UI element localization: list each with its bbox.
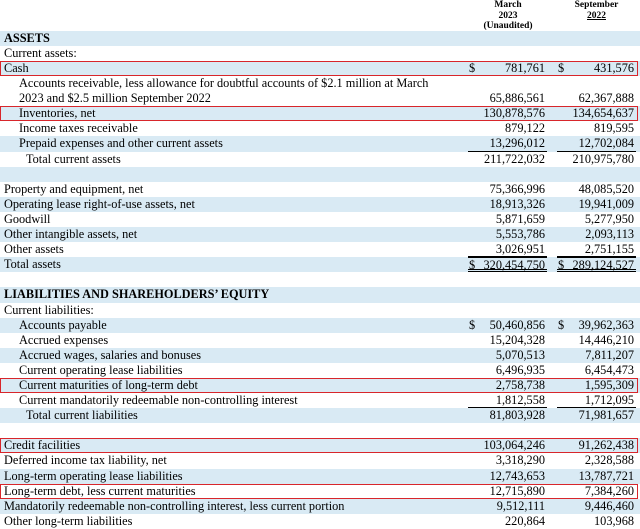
march-2023-value: 9,512,111 [496, 498, 545, 513]
september-2022-value-cell [557, 484, 636, 499]
september-2022-value: 91,262,438 [578, 438, 634, 453]
march-2023-value-cell [468, 106, 547, 121]
september-2022-value-cell [557, 378, 636, 393]
table-row [0, 76, 640, 106]
table-row [0, 393, 640, 408]
september-2022-value: 103,968 [594, 513, 634, 528]
row-label: Operating lease right-of-use assets, net [4, 196, 195, 211]
table-row [0, 514, 640, 529]
row-label: Credit facilities [4, 438, 81, 453]
table-row [0, 303, 640, 318]
currency-symbol: $ [469, 61, 476, 76]
table-row [0, 197, 640, 212]
september-2022-value-cell [557, 91, 636, 106]
table-row [0, 453, 640, 468]
march-2023-value: 103,064,246 [483, 438, 545, 453]
september-2022-value-cell [557, 197, 636, 212]
table-row [0, 378, 640, 393]
march-2023-value-cell [468, 121, 547, 136]
september-2022-value: 71,981,657 [578, 408, 634, 423]
table-row [0, 61, 640, 76]
march-2023-value-cell [468, 212, 547, 227]
row-label: Inventories, net [19, 106, 96, 121]
march-2023-value: 50,460,856 [489, 317, 545, 332]
september-2022-value-cell [557, 514, 636, 529]
march-2023-value: 75,366,996 [489, 181, 545, 196]
row-label: Long-term operating lease liabilities [4, 468, 183, 483]
row-label: Current mandatorily redeemable non-controlling interest [19, 393, 298, 408]
september-2022-value: 7,384,260 [584, 483, 634, 498]
march-2023-value: 781,761 [505, 61, 545, 76]
september-2022-value-cell [557, 136, 636, 151]
september-2022-value-cell [557, 408, 636, 423]
march-2023-value-cell [468, 363, 547, 378]
table-row [0, 227, 640, 242]
september-2022-value: 48,085,520 [578, 181, 634, 196]
header-march-2023 [470, 0, 546, 32]
march-2023-value: 1,812,558 [495, 393, 545, 408]
march-2023-value: 5,070,513 [495, 347, 545, 362]
spacer-row [0, 423, 640, 438]
september-2022-value: 6,454,473 [584, 362, 634, 377]
column-headers [0, 0, 640, 31]
row-label: Deferred income tax liability, net [4, 453, 167, 468]
currency-symbol: $ [558, 317, 565, 332]
september-2022-value: 14,446,210 [578, 332, 634, 347]
table-row [0, 257, 640, 272]
march-2023-value: 130,878,576 [483, 106, 545, 121]
march-2023-value-cell [468, 348, 547, 363]
march-2023-value-cell [468, 61, 547, 76]
september-2022-value: 2,328,588 [584, 453, 634, 468]
currency-symbol: $ [469, 317, 476, 332]
september-2022-value: 13,787,721 [578, 468, 634, 483]
march-2023-value: 65,886,561 [489, 91, 545, 106]
table-row [0, 182, 640, 197]
table-row [0, 469, 640, 484]
row-label: Current liabilities: [4, 302, 94, 317]
september-2022-value: 431,576 [594, 61, 634, 76]
march-2023-value-cell [468, 469, 547, 484]
march-2023-value: 211,722,032 [483, 151, 545, 166]
table-row [0, 106, 640, 121]
balance-sheet-table [0, 31, 640, 529]
row-label: Current assets: [4, 46, 77, 61]
september-2022-value-cell [557, 61, 636, 76]
march-2023-value: 15,204,328 [489, 332, 545, 347]
september-2022-value-cell [557, 469, 636, 484]
row-label: Total assets [4, 257, 61, 272]
row-label: Other long-term liabilities [4, 513, 133, 528]
september-2022-value: 210,975,780 [572, 151, 634, 166]
spacer-row [0, 272, 640, 287]
header-month: September [574, 0, 619, 10]
september-2022-value: 5,277,950 [584, 211, 634, 226]
march-2023-value-cell [468, 152, 547, 167]
september-2022-value: 7,811,207 [585, 347, 634, 362]
currency-symbol: $ [558, 61, 565, 76]
march-2023-value-cell [468, 318, 547, 333]
september-2022-value-cell [557, 257, 636, 272]
march-2023-value-cell [468, 227, 547, 242]
march-2023-value-cell [468, 484, 547, 499]
table-row [0, 363, 640, 378]
september-2022-value: 12,702,084 [578, 136, 634, 151]
table-row [0, 348, 640, 363]
september-2022-value: 1,712,095 [584, 393, 634, 408]
row-label: Accrued wages, salaries and bonuses [19, 347, 201, 362]
march-2023-value-cell [468, 242, 547, 257]
currency-symbol: $ [558, 258, 565, 273]
march-2023-value: 6,496,935 [495, 362, 545, 377]
currency-symbol: $ [469, 258, 476, 273]
row-label: Total current assets [26, 151, 121, 166]
table-row [0, 318, 640, 333]
row-label: Accounts receivable, less allowance for doubtful accounts of $2.1 million at March 2023 and $2.5 million September 2022 [19, 76, 429, 106]
row-label: Total current liabilities [26, 408, 138, 423]
september-2022-value: 19,941,009 [578, 196, 634, 211]
march-2023-value: 13,296,012 [489, 136, 545, 151]
september-2022-value-cell [557, 393, 636, 408]
september-2022-value: 289,124,527 [572, 258, 634, 273]
september-2022-value-cell [557, 182, 636, 197]
row-label: LIABILITIES AND SHAREHOLDERS’ EQUITY [4, 287, 270, 302]
september-2022-value: 9,446,460 [584, 498, 634, 513]
march-2023-value: 5,553,786 [495, 227, 545, 242]
table-row [0, 484, 640, 499]
september-2022-value: 2,093,113 [585, 227, 634, 242]
september-2022-value-cell [557, 438, 636, 453]
row-label: Current maturities of long-term debt [19, 377, 198, 392]
march-2023-value-cell [468, 408, 547, 423]
september-2022-value-cell [557, 453, 636, 468]
table-row [0, 438, 640, 453]
march-2023-value-cell [468, 257, 547, 272]
september-2022-value-cell [557, 152, 636, 167]
header-unaudited: (Unaudited) [483, 21, 533, 31]
march-2023-value: 2,758,738 [495, 377, 545, 392]
march-2023-value: 3,026,951 [495, 242, 545, 257]
row-label: Prepaid expenses and other current assets [19, 136, 223, 151]
september-2022-value: 39,962,363 [578, 317, 634, 332]
march-2023-value: 320,454,750 [483, 258, 545, 273]
section-heading-row [0, 31, 640, 46]
march-2023-value: 81,803,928 [489, 408, 545, 423]
spacer-row [0, 167, 640, 182]
table-row [0, 242, 640, 257]
march-2023-value: 3,318,290 [495, 453, 545, 468]
row-label: Property and equipment, net [4, 181, 144, 196]
march-2023-value-cell [468, 197, 547, 212]
table-row [0, 46, 640, 61]
march-2023-value: 879,122 [505, 121, 545, 136]
header-year: 2023 [498, 10, 518, 21]
row-label: Current operating lease liabilities [19, 362, 183, 377]
table-row [0, 121, 640, 136]
september-2022-value-cell [557, 227, 636, 242]
table-row [0, 212, 640, 227]
section-heading-row [0, 287, 640, 302]
september-2022-value: 2,751,155 [584, 242, 634, 257]
march-2023-value-cell [468, 182, 547, 197]
march-2023-value-cell [468, 393, 547, 408]
september-2022-value: 62,367,888 [578, 91, 634, 106]
september-2022-value-cell [557, 333, 636, 348]
september-2022-value-cell [557, 121, 636, 136]
row-label: ASSETS [4, 31, 50, 45]
september-2022-value-cell [557, 318, 636, 333]
header-month: March [494, 0, 522, 10]
row-label: Accrued expenses [19, 332, 109, 347]
table-row [0, 136, 640, 151]
march-2023-value-cell [468, 499, 547, 514]
september-2022-value-cell [557, 499, 636, 514]
march-2023-value: 18,913,326 [489, 196, 545, 211]
header-year: 2022 [587, 10, 606, 21]
table-row [0, 333, 640, 348]
march-2023-value-cell [468, 378, 547, 393]
september-2022-value-cell [557, 106, 636, 121]
march-2023-value: 220,864 [505, 513, 545, 528]
march-2023-value-cell [468, 453, 547, 468]
row-label: Accounts payable [19, 317, 107, 332]
march-2023-value: 5,871,659 [495, 211, 545, 226]
row-label: Goodwill [4, 211, 51, 226]
september-2022-value-cell [557, 363, 636, 378]
row-label: Long-term debt, less current maturities [4, 483, 196, 498]
table-row [0, 408, 640, 423]
september-2022-value: 1,595,309 [584, 377, 634, 392]
table-row [0, 499, 640, 514]
table-row [0, 152, 640, 167]
september-2022-value-cell [557, 348, 636, 363]
march-2023-value-cell [468, 136, 547, 151]
march-2023-value: 12,715,890 [489, 483, 545, 498]
march-2023-value-cell [468, 438, 547, 453]
september-2022-value-cell [557, 242, 636, 257]
row-label: Income taxes receivable [19, 121, 138, 136]
row-label: Mandatorily redeemable non-controlling interest, less current portion [4, 498, 345, 513]
march-2023-value-cell [468, 514, 547, 529]
row-label: Cash [4, 61, 29, 76]
september-2022-value: 819,595 [594, 121, 634, 136]
header-september-2022 [557, 0, 636, 21]
september-2022-value: 134,654,637 [572, 106, 634, 121]
row-label: Other intangible assets, net [4, 227, 138, 242]
september-2022-value-cell [557, 212, 636, 227]
march-2023-value: 12,743,653 [489, 468, 545, 483]
row-label: Other assets [4, 242, 64, 257]
march-2023-value-cell [468, 91, 547, 106]
march-2023-value-cell [468, 333, 547, 348]
